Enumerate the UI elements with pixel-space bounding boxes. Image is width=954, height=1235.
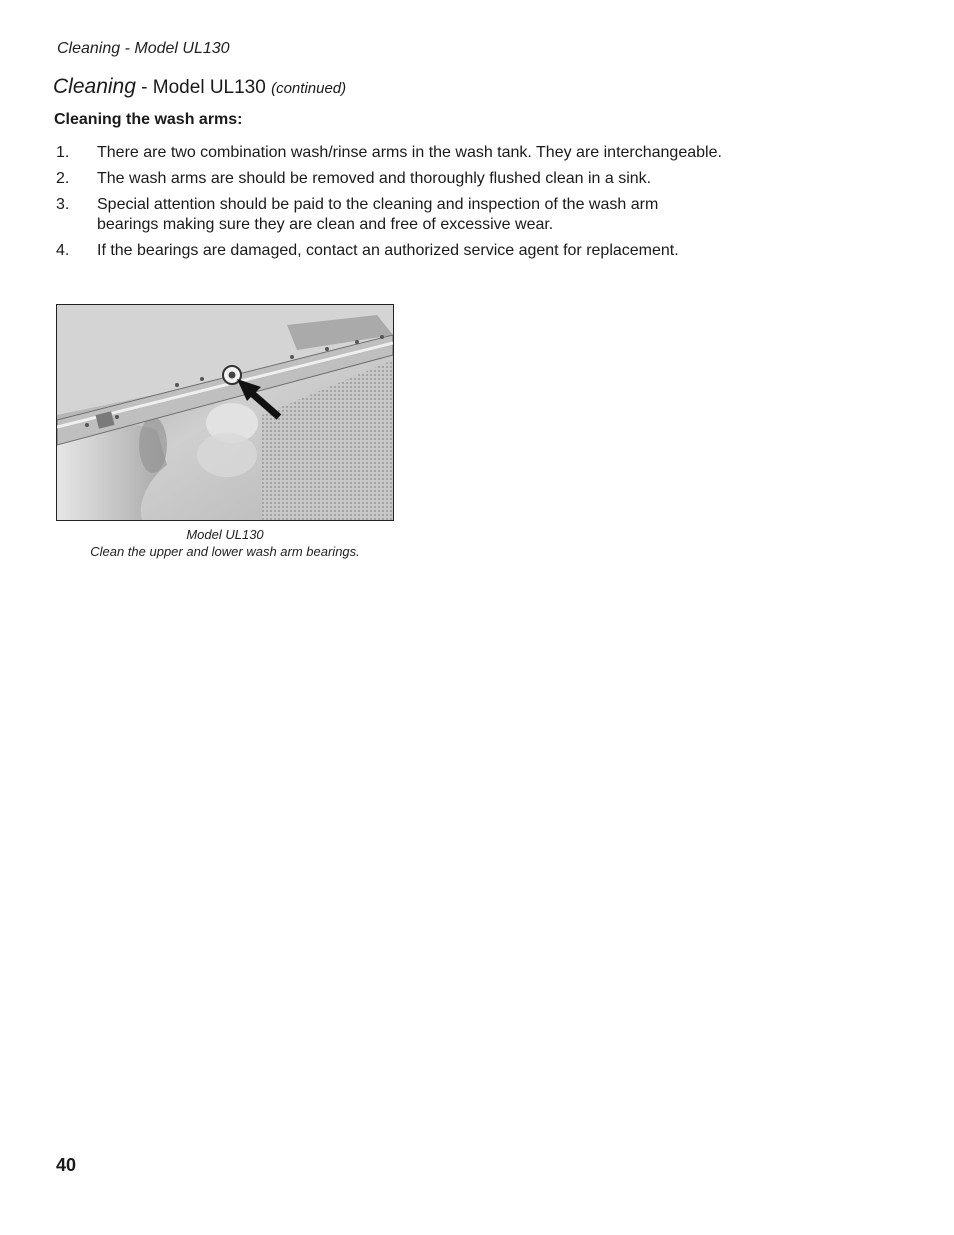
list-item	[56, 195, 716, 235]
wash-arm-photo	[56, 304, 394, 521]
section-title-model: - Model UL130	[135, 77, 272, 98]
steps-list	[56, 143, 836, 267]
step-text: If the bearings are damaged, contact an authorized service agent for replacement.	[97, 242, 679, 259]
section-title-main: Cleaning	[53, 75, 136, 98]
running-header: Cleaning - Model UL130	[57, 40, 230, 57]
step-number: 3.	[56, 196, 70, 213]
wash-arm-illustration	[57, 305, 393, 520]
step-number: 1.	[56, 144, 70, 161]
figure-caption	[56, 526, 394, 560]
step-text: Special attention should be paid to the cleaning and inspection of the wash arm bearings making sure they are clean and free of excessive wear.	[97, 196, 659, 233]
caption-text: Clean the upper and lower wash arm bearings.	[90, 544, 360, 559]
list-item	[56, 241, 836, 261]
section-title-continued: (continued)	[271, 80, 347, 97]
step-number: 4.	[56, 242, 70, 259]
caption-model: Model UL130	[186, 527, 264, 542]
sub-heading: Cleaning the wash arms:	[54, 111, 243, 128]
step-number: 2.	[56, 170, 70, 187]
section-title	[53, 75, 346, 99]
step-text: There are two combination wash/rinse arms in the wash tank. They are interchangeable.	[97, 144, 722, 161]
list-item	[56, 169, 836, 189]
list-item	[56, 143, 836, 163]
step-text: The wash arms are should be removed and thoroughly flushed clean in a sink.	[97, 170, 652, 187]
page-number: 40	[56, 1155, 77, 1175]
